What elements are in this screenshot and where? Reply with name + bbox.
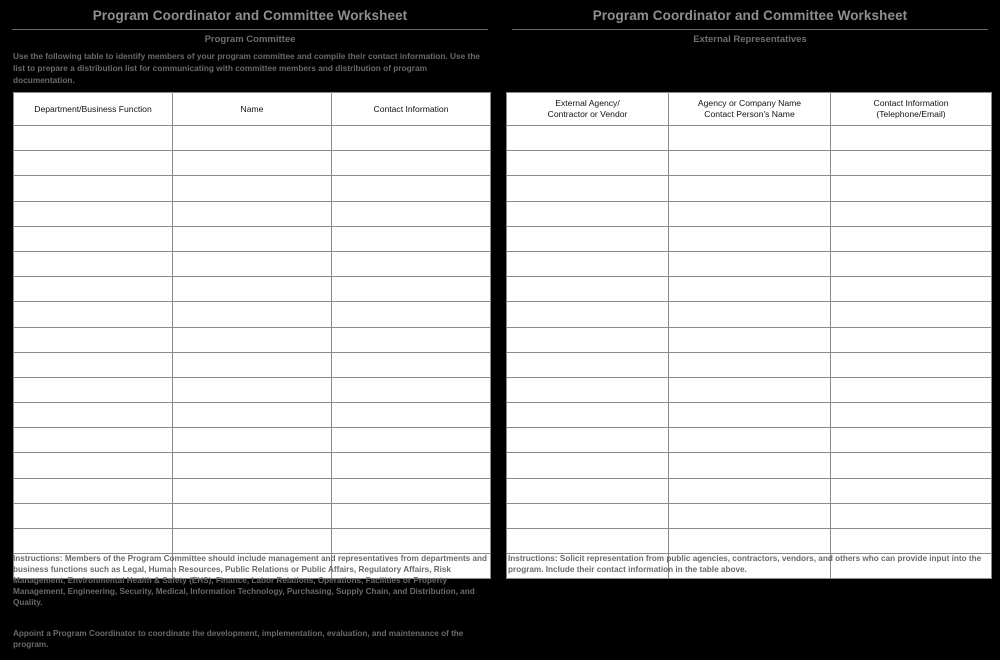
- cell-agency-company-name[interactable]: [669, 251, 831, 276]
- cell-contact-information[interactable]: [831, 251, 992, 276]
- cell-name[interactable]: [173, 377, 332, 402]
- cell-department[interactable]: [14, 352, 173, 377]
- cell-name[interactable]: [173, 302, 332, 327]
- column-header-department: Department/Business Function: [14, 93, 173, 126]
- table-row: [507, 327, 992, 352]
- cell-agency-company-name[interactable]: [669, 403, 831, 428]
- table-row: [507, 151, 992, 176]
- cell-department[interactable]: [14, 226, 173, 251]
- cell-name[interactable]: [173, 151, 332, 176]
- cell-contact-information[interactable]: [831, 126, 992, 151]
- table-row: [507, 403, 992, 428]
- table-row: [507, 529, 992, 554]
- table-row: [14, 277, 491, 302]
- table-row: [507, 277, 992, 302]
- cell-department[interactable]: [14, 377, 173, 402]
- cell-contact-information[interactable]: [831, 352, 992, 377]
- cell-contact[interactable]: [332, 201, 491, 226]
- left-intro-paragraph: Use the following table to identify members of your program committee and compile their contact information. Use the list to prepare a distribution list for communicating with committee members and distribution of program documentation.: [13, 51, 480, 85]
- cell-external-agency[interactable]: [507, 201, 669, 226]
- cell-department[interactable]: [14, 529, 173, 554]
- table-row: [14, 201, 491, 226]
- cell-contact-information[interactable]: [831, 478, 992, 503]
- cell-agency-company-name[interactable]: [669, 201, 831, 226]
- cell-external-agency[interactable]: [507, 176, 669, 201]
- cell-contact-information[interactable]: [831, 176, 992, 201]
- cell-department[interactable]: [14, 453, 173, 478]
- cell-external-agency[interactable]: [507, 503, 669, 528]
- cell-department[interactable]: [14, 126, 173, 151]
- cell-department[interactable]: [14, 503, 173, 528]
- cell-agency-company-name[interactable]: [669, 503, 831, 528]
- table-row: [507, 126, 992, 151]
- right-intro-spacer: [500, 45, 1000, 67]
- table-row: [14, 126, 491, 151]
- left-footnote-coordinator: Appoint a Program Coordinator to coordinate the development, implementation, evaluation, and maintenance of the program.: [13, 629, 464, 650]
- right-footnote-instructions: Instructions: Solicit representation from public agencies, contractors, vendors, and others who can provide input into the program. Include their contact information in the table above.: [508, 554, 982, 575]
- cell-department[interactable]: [14, 277, 173, 302]
- cell-department[interactable]: [14, 428, 173, 453]
- cell-name[interactable]: [173, 529, 332, 554]
- table-row: [14, 327, 491, 352]
- cell-contact[interactable]: [332, 126, 491, 151]
- cell-department[interactable]: [14, 302, 173, 327]
- cell-agency-company-name[interactable]: [669, 377, 831, 402]
- cell-name[interactable]: [173, 277, 332, 302]
- cell-department[interactable]: [14, 201, 173, 226]
- cell-external-agency[interactable]: [507, 151, 669, 176]
- cell-contact[interactable]: [332, 478, 491, 503]
- cell-contact[interactable]: [332, 327, 491, 352]
- column-header-agency-company-name-line2: Contact Person's Name: [704, 109, 795, 119]
- external-representatives-table-body: [507, 126, 992, 579]
- external-representatives-table: [506, 92, 992, 579]
- cell-contact[interactable]: [332, 302, 491, 327]
- cell-agency-company-name[interactable]: [669, 226, 831, 251]
- table-row: [507, 302, 992, 327]
- cell-contact-information[interactable]: [831, 302, 992, 327]
- cell-contact-information[interactable]: [831, 453, 992, 478]
- table-row: [14, 403, 491, 428]
- table-row: [507, 176, 992, 201]
- cell-external-agency[interactable]: [507, 453, 669, 478]
- cell-external-agency[interactable]: [507, 126, 669, 151]
- cell-agency-company-name[interactable]: [669, 529, 831, 554]
- table-header-row: [507, 93, 992, 126]
- cell-name[interactable]: [173, 176, 332, 201]
- cell-agency-company-name[interactable]: [669, 302, 831, 327]
- right-page-title: Program Coordinator and Committee Worksheet: [592, 8, 908, 23]
- cell-name[interactable]: [173, 327, 332, 352]
- column-header-external-agency-line1: External Agency/: [555, 98, 620, 109]
- cell-contact-information[interactable]: [831, 201, 992, 226]
- cell-name[interactable]: [173, 226, 332, 251]
- cell-department[interactable]: [14, 403, 173, 428]
- cell-department[interactable]: [14, 176, 173, 201]
- cell-contact[interactable]: [332, 453, 491, 478]
- cell-contact-information[interactable]: [831, 529, 992, 554]
- program-committee-table: [13, 92, 491, 579]
- cell-agency-company-name[interactable]: [669, 277, 831, 302]
- cell-contact-information[interactable]: [831, 428, 992, 453]
- table-row: [14, 529, 491, 554]
- program-committee-table-wrapper: [13, 92, 491, 579]
- cell-department[interactable]: [14, 478, 173, 503]
- cell-external-agency[interactable]: [507, 377, 669, 402]
- cell-agency-company-name[interactable]: [669, 176, 831, 201]
- cell-department[interactable]: [14, 151, 173, 176]
- table-row: [14, 453, 491, 478]
- table-row: [507, 377, 992, 402]
- cell-contact[interactable]: [332, 377, 491, 402]
- table-row: [507, 201, 992, 226]
- cell-external-agency[interactable]: [507, 302, 669, 327]
- table-row: [14, 428, 491, 453]
- cell-name[interactable]: [173, 352, 332, 377]
- table-header-row: [14, 93, 491, 126]
- column-header-agency-company-name-line1: Agency or Company Name: [697, 98, 802, 109]
- table-row: [14, 352, 491, 377]
- cell-external-agency[interactable]: [507, 428, 669, 453]
- column-header-external-agency: [507, 93, 669, 126]
- cell-external-agency[interactable]: [507, 403, 669, 428]
- external-representatives-table-wrapper: [506, 92, 992, 579]
- cell-contact-information[interactable]: [831, 277, 992, 302]
- cell-contact-information[interactable]: [831, 403, 992, 428]
- cell-contact-information[interactable]: [831, 226, 992, 251]
- left-section-subtitle: Program Committee: [204, 34, 296, 45]
- left-page-title: Program Coordinator and Committee Worksheet: [92, 8, 408, 23]
- cell-name[interactable]: [173, 251, 332, 276]
- cell-agency-company-name[interactable]: [669, 453, 831, 478]
- program-committee-table-body: [14, 126, 491, 579]
- cell-contact-information[interactable]: [831, 377, 992, 402]
- cell-agency-company-name[interactable]: [669, 428, 831, 453]
- table-row: [507, 453, 992, 478]
- table-row: [14, 251, 491, 276]
- table-row: [14, 503, 491, 528]
- cell-department[interactable]: [14, 251, 173, 276]
- cell-agency-company-name[interactable]: [669, 478, 831, 503]
- cell-contact-information[interactable]: [831, 327, 992, 352]
- cell-department[interactable]: [14, 327, 173, 352]
- cell-agency-company-name[interactable]: [669, 327, 831, 352]
- table-row: [14, 478, 491, 503]
- cell-external-agency[interactable]: [507, 251, 669, 276]
- cell-contact[interactable]: [332, 151, 491, 176]
- cell-name[interactable]: [173, 478, 332, 503]
- cell-external-agency[interactable]: [507, 478, 669, 503]
- column-header-contact-information: [831, 93, 992, 126]
- table-row: [14, 151, 491, 176]
- right-section-subtitle: External Representatives: [693, 34, 807, 45]
- cell-name[interactable]: [173, 403, 332, 428]
- cell-external-agency[interactable]: [507, 529, 669, 554]
- table-row: [507, 428, 992, 453]
- table-row: [507, 503, 992, 528]
- cell-contact-information[interactable]: [831, 151, 992, 176]
- table-row: [507, 251, 992, 276]
- cell-contact[interactable]: [332, 277, 491, 302]
- cell-contact[interactable]: [332, 251, 491, 276]
- cell-name[interactable]: [173, 453, 332, 478]
- cell-contact[interactable]: [332, 503, 491, 528]
- cell-external-agency[interactable]: [507, 226, 669, 251]
- cell-contact[interactable]: [332, 529, 491, 554]
- cell-name[interactable]: [173, 126, 332, 151]
- cell-agency-company-name[interactable]: [669, 151, 831, 176]
- cell-external-agency[interactable]: [507, 352, 669, 377]
- table-row: [14, 226, 491, 251]
- column-header-external-agency-line2: Contractor or Vendor: [547, 109, 628, 119]
- cell-external-agency[interactable]: [507, 277, 669, 302]
- column-header-agency-company-name: [669, 93, 831, 126]
- cell-agency-company-name[interactable]: [669, 126, 831, 151]
- column-header-contact: Contact Information: [332, 93, 491, 126]
- column-header-contact-information-line1: Contact Information: [873, 98, 949, 109]
- cell-contact[interactable]: [332, 403, 491, 428]
- cell-contact-information[interactable]: [831, 503, 992, 528]
- column-header-name: Name: [173, 93, 332, 126]
- left-footnote-instructions: Instructions: Members of the Program Committee should include management and representatives from departments and business functions such as Legal, Human Resources, Public Relations or Public Affairs, Regulatory Affairs, Risk Management, Environmental Health & Safety (EHS), Finance, Labor Relations, Operations, Facilities or Property Management, Engineering, Security, Medical, Information Technology, Purchasing, Supply Chain, and Distribution, and Quality.: [13, 554, 488, 608]
- table-row: [507, 226, 992, 251]
- table-row: [507, 478, 992, 503]
- cell-agency-company-name[interactable]: [669, 352, 831, 377]
- column-header-contact-information-line2: (Telephone/Email): [876, 109, 946, 119]
- cell-external-agency[interactable]: [507, 327, 669, 352]
- cell-name[interactable]: [173, 503, 332, 528]
- cell-contact[interactable]: [332, 176, 491, 201]
- cell-name[interactable]: [173, 201, 332, 226]
- table-row: [14, 377, 491, 402]
- table-row: [14, 302, 491, 327]
- cell-contact[interactable]: [332, 428, 491, 453]
- table-row: [507, 352, 992, 377]
- cell-contact[interactable]: [332, 226, 491, 251]
- cell-name[interactable]: [173, 428, 332, 453]
- cell-contact[interactable]: [332, 352, 491, 377]
- table-row: [14, 176, 491, 201]
